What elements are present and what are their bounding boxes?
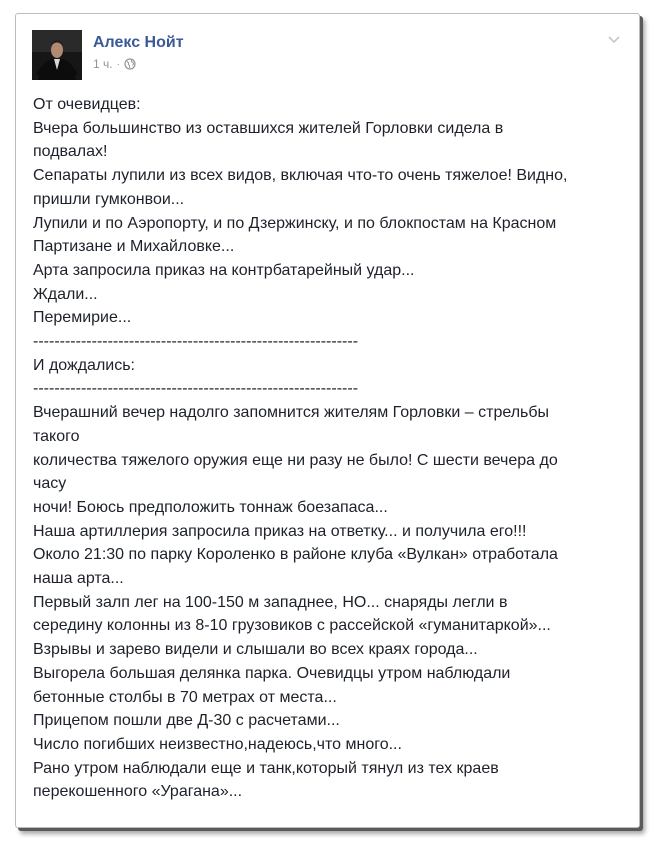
author-name-link[interactable]: Алекс Нойт <box>93 34 184 51</box>
post-text-line: И дождались: <box>33 356 135 374</box>
post-text-line: количества тяжелого оружия еще ни разу не было! С шести вечера до <box>33 451 558 469</box>
post-text-line: Около 21:30 по парку Короленко в районе клуба «Вулкан» отработала <box>33 546 558 564</box>
post-text-line: Первый залп лег на 100-150 м западнее, НО... снаряды легли в <box>33 593 508 611</box>
post-text-line: Рано утром наблюдали еще и танк,который тянул из тех краев <box>33 759 499 777</box>
post-text-line: ------------------------------------------------------------- <box>33 333 359 351</box>
post-text-line: середину колонны из 8-10 грузовиков с рассейской «гуманитаркой»... <box>33 617 551 635</box>
post-text-line: Число погибших неизвестно,надеюсь,что много... <box>33 735 402 753</box>
post-text-line: подвалах! <box>33 143 108 161</box>
post-text-line: бетонные столбы в 70 метрах от места... <box>33 688 337 706</box>
post-text-line: Наша артиллерия запросила приказ на ответку... и получила его!!! <box>33 522 527 540</box>
post-text-line: Перемирие... <box>33 309 132 327</box>
chevron-down-icon[interactable] <box>607 32 621 46</box>
post-text-line: наша арта... <box>33 570 124 588</box>
post-text-line: пришли гумконвои... <box>33 190 185 208</box>
post-text-line: Арта запросила приказ на контрбатарейный удар... <box>33 261 415 279</box>
person-photo-icon <box>32 30 82 80</box>
post-text-line: такого <box>33 427 80 445</box>
post-text-line: Прицепом пошли две Д-30 с расчетами... <box>33 712 340 730</box>
post-timestamp[interactable]: 1 ч. <box>93 57 113 71</box>
post-text-line: От очевидцев: <box>33 96 141 113</box>
post-text-line: часу <box>33 475 67 493</box>
post-body <box>33 93 625 804</box>
post-text-line: Партизане и Михайловке... <box>33 238 235 256</box>
post-card <box>15 13 640 828</box>
author-avatar[interactable] <box>32 30 82 80</box>
globe-icon[interactable] <box>124 58 136 70</box>
meta-separator: · <box>116 58 120 70</box>
post-header <box>32 30 623 86</box>
post-text-line: Вчерашний вечер надолго запомнится жителям Горловки – стрельбы <box>33 404 550 422</box>
post-text-line: ------------------------------------------------------------- <box>33 380 359 398</box>
post-text-line: Выгорела большая делянка парка. Очевидцы утром наблюдали <box>33 664 511 682</box>
post-text-line: Сепараты лупили из всех видов, включая что-то очень тяжелое! Видно, <box>33 167 568 185</box>
post-text-line: Ждали... <box>33 285 98 303</box>
post-meta <box>93 57 136 71</box>
post-text-line: Лупили и по Аэропорту, и по Дзержинску, и по блокпостам на Красном <box>33 214 557 232</box>
post-text-line: перекошенного «Урагана»... <box>33 783 243 801</box>
post-text-line: Вчера большинство из оставшихся жителей Горловки сидела в <box>33 119 504 137</box>
post-text-line: Взрывы и зарево видели и слышали во всех краях города... <box>33 641 478 659</box>
post-text-line: ночи! Боюсь предположить тоннаж боезапаса... <box>33 498 388 516</box>
